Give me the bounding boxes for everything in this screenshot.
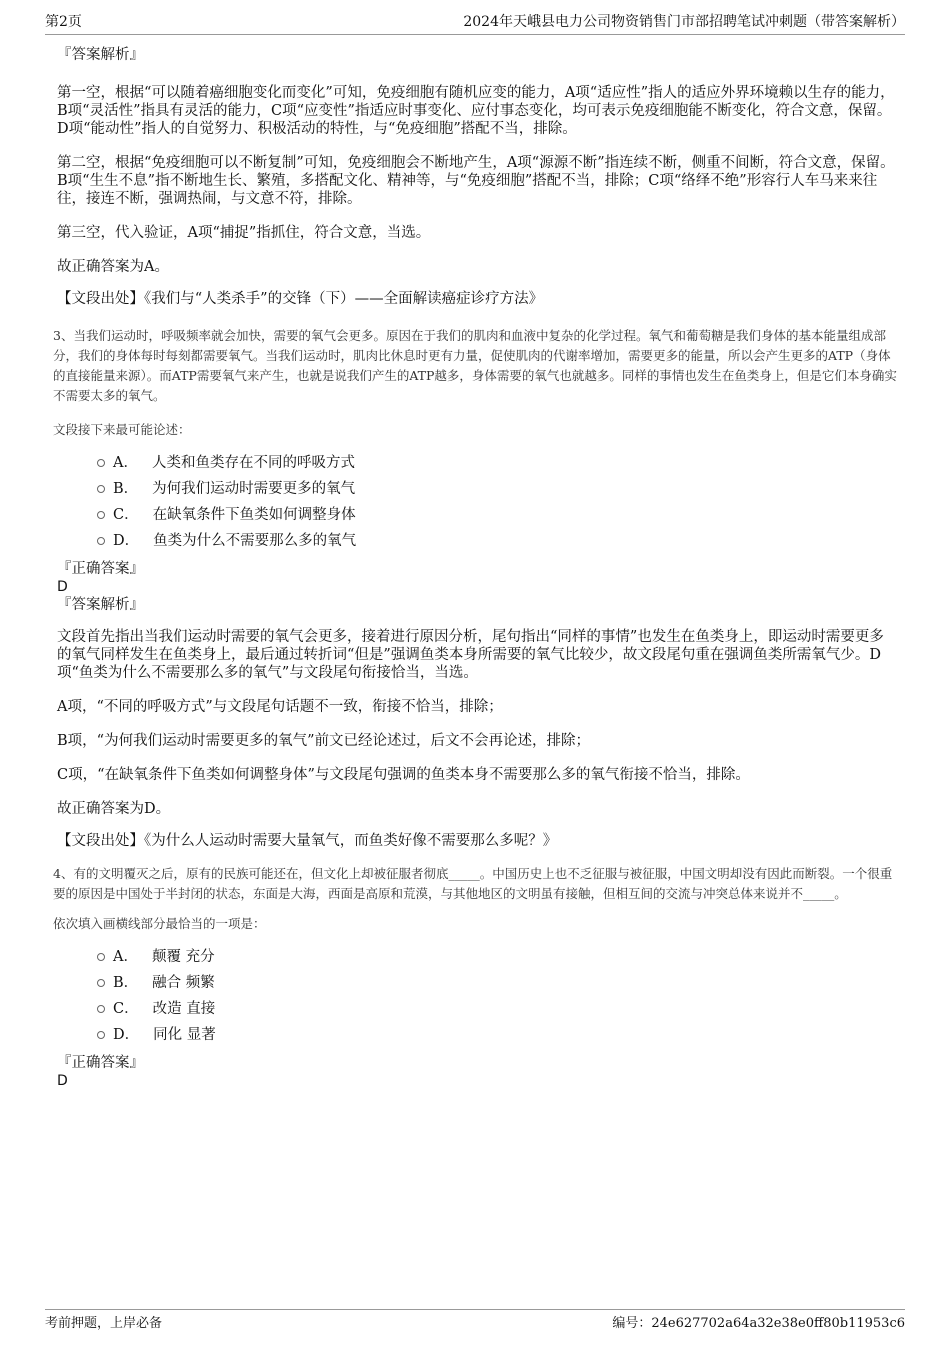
option-list xyxy=(97,450,897,554)
main-content xyxy=(53,44,897,1090)
option-letter: C． xyxy=(113,507,139,523)
conclusion: 故正确答案为D。 xyxy=(57,801,171,817)
radio-icon[interactable] xyxy=(97,485,105,493)
document-id: 编号：24e627702a64a32e38e0ff80b11953c6 xyxy=(612,1316,905,1331)
option-letter: C． xyxy=(113,1001,139,1017)
analysis-paragraph: 第三空，代入验证，A项“捕捉”指抓住，符合文意，当选。 xyxy=(57,225,431,241)
source-citation: 【文段出处】《为什么人运动时需要大量氧气，而鱼类好像不需要那么多呢？》 xyxy=(57,833,558,849)
analysis-paragraph: 第一空，根据“可以随着癌细胞变化而变化”可知，免疫细胞有随机应变的能力，A项“适应性”指人的适应外界环境赖以生存的能力，B项“灵活性”指具有灵活的能力，C项“应变性”指适应时事变化、应付事态变化，均可表示免疫细胞能不断变化，符合文意，保留。D项“能动性”指人的自觉努力、积极活动的特性，与“免疫细胞”搭配不当，排除。 xyxy=(57,85,895,137)
question-prompt: 依次填入画横线部分最恰当的一项是： xyxy=(53,916,266,931)
radio-icon[interactable] xyxy=(97,1005,105,1013)
correct-answer-label: 『正确答案』 xyxy=(57,561,144,577)
radio-icon[interactable] xyxy=(97,953,105,961)
analysis-paragraph: 文段首先指出当我们运动时需要的氧气会更多，接着进行原因分析，尾句指出“同样的事情”也发生在鱼类身上，即运动时需要更多的氧气同样发生在鱼类身上，最后通过转折词“但是”强调鱼类本身所需要的氧气比较少，故文段尾句重在强调鱼类所需氧气少。D项“鱼类为什么不需要那么多的氧气”与文段尾句衔接恰当，当选。 xyxy=(57,629,884,681)
option-a[interactable] xyxy=(97,944,897,970)
analysis-paragraph: C项，“在缺氧条件下鱼类如何调整身体”与文段尾句强调的鱼类本身不需要那么多的氧气衔接不恰当，排除。 xyxy=(57,767,750,783)
question-prompt: 文段接下来最可能论述： xyxy=(53,422,191,437)
option-c[interactable] xyxy=(97,502,897,528)
radio-icon[interactable] xyxy=(97,979,105,987)
page-footer xyxy=(45,1309,905,1331)
option-letter: B． xyxy=(113,975,139,991)
option-letter: B． xyxy=(113,481,139,497)
option-d[interactable] xyxy=(97,1022,897,1048)
analysis-label: 『答案解析』 xyxy=(57,597,144,613)
option-list xyxy=(97,944,897,1048)
option-text: 同化 显著 xyxy=(153,1027,216,1043)
option-text: 融合 频繁 xyxy=(152,975,215,991)
radio-icon[interactable] xyxy=(97,511,105,519)
option-a[interactable] xyxy=(97,450,897,476)
correct-answer: D xyxy=(57,579,68,595)
footer-slogan: 考前押题，上岸必备 xyxy=(45,1316,163,1331)
question-stem: 4、有的文明覆灭之后，原有的民族可能还在，但文化上却被征服者彻底_____。中国历史上也不乏征服与被征服，中国文明却没有因此而断裂。一个很重要的原因是中国处于半封闭的状态，东面是大海，西面是高原和荒漠，与其他地区的文明虽有接触，但相互间的交流与冲突总体来说并不_____。 xyxy=(53,866,893,901)
option-text: 人类和鱼类存在不同的呼吸方式 xyxy=(151,455,355,471)
analysis-paragraph: A项，“不同的呼吸方式”与文段尾句话题不一致，衔接不恰当，排除； xyxy=(57,699,503,715)
option-d[interactable] xyxy=(97,528,897,554)
option-c[interactable] xyxy=(97,996,897,1022)
option-text: 改造 直接 xyxy=(152,1001,216,1017)
source-citation: 【文段出处】《我们与“人类杀手”的交锋（下）——全面解读癌症诊疗方法》 xyxy=(57,291,544,307)
correct-answer-label: 『正确答案』 xyxy=(57,1055,144,1071)
analysis-paragraph: B项，“为何我们运动时需要更多的氧气”前文已经论述过，后文不会再论述，排除； xyxy=(57,733,590,749)
analysis-paragraph: 第二空，根据“免疫细胞可以不断复制”可知，免疫细胞会不断地产生，A项“源源不断”指连续不断，侧重不间断，符合文意，保留。B项“生生不息”指不断地生长、繁殖，多搭配文化、精神等，与“免疫细胞”搭配不当，排除；C项“络绎不绝”形容行人车马来来往往，接连不断，强调热闹，与文意不符，排除。 xyxy=(57,155,895,207)
document-title: 2024年天峨县电力公司物资销售门市部招聘笔试冲刺题（带答案解析） xyxy=(463,14,905,30)
question-stem: 3、当我们运动时，呼吸频率就会加快，需要的氧气会更多。原因在于我们的肌肉和血液中复杂的化学过程。氧气和葡萄糖是我们身体的基本能量组成部分，我们的身体每时每刻都需要氧气。当我们运动时，肌肉比休息时更有力量，促使肌肉的代谢率增加，需要更多的能量，所以会产生更多的ATP（身体的直接能量来源）。而ATP需要氧气来产生，也就是说我们产生的ATP越多，身体需要的氧气也就越多。同样的事情也发生在鱼类身上，但是它们本身确实不需要太多的氧气。 xyxy=(53,328,897,403)
option-text: 鱼类为什么不需要那么多的氧气 xyxy=(153,533,357,549)
analysis-label: 『答案解析』 xyxy=(57,47,144,63)
radio-icon[interactable] xyxy=(97,459,105,467)
radio-icon[interactable] xyxy=(97,537,105,545)
page-number: 第2页 xyxy=(45,14,82,30)
conclusion: 故正确答案为A。 xyxy=(57,259,169,275)
option-letter: D． xyxy=(113,1027,140,1043)
option-letter: D． xyxy=(113,533,140,549)
correct-answer: D xyxy=(57,1073,68,1089)
option-text: 颠覆 充分 xyxy=(151,949,215,965)
option-b[interactable] xyxy=(97,476,897,502)
page-header xyxy=(45,12,905,35)
radio-icon[interactable] xyxy=(97,1031,105,1039)
option-letter: A． xyxy=(113,949,138,965)
option-text: 在缺氧条件下鱼类如何调整身体 xyxy=(152,507,356,523)
option-letter: A． xyxy=(113,455,138,471)
option-text: 为何我们运动时需要更多的氧气 xyxy=(152,481,356,497)
option-b[interactable] xyxy=(97,970,897,996)
